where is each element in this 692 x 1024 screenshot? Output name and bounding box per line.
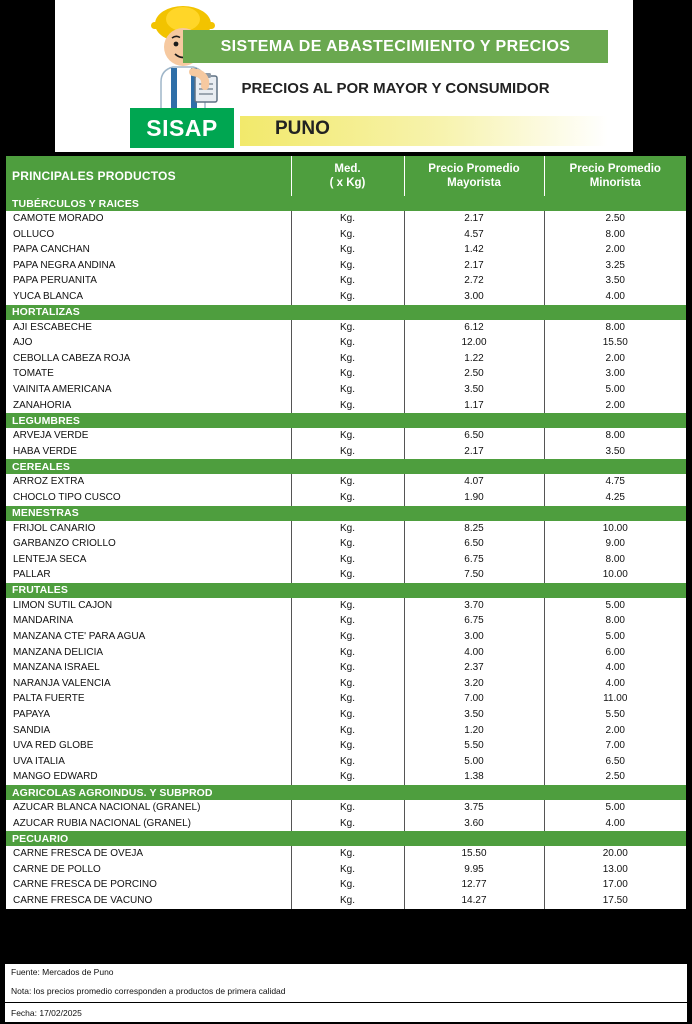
product-name-cell: VAINITA AMERICANA [6,382,291,398]
unit-cell: Kg. [291,676,404,692]
retail-price-cell: 20.00 [602,848,628,860]
retail-price-cell: 8.00 [605,430,625,442]
price-table-container [5,155,687,910]
column-header-unit-line1: Med. [334,162,361,175]
product-name-cell: CARNE FRESCA DE PORCINO [6,877,291,893]
retail-price-cell: 2.00 [605,399,625,411]
wholesale-price-cell: 2.50 [404,366,544,382]
table-row [6,754,686,770]
retail-price-cell: 10.00 [602,569,628,581]
footer-source: Fuente: Mercados de Puno [5,964,687,980]
product-name-cell: SANDIA [6,723,291,739]
product-name-cell: ARVEJA VERDE [6,428,291,444]
product-name-cell: PAPA CANCHAN [6,242,291,258]
table-row [6,273,686,289]
product-name-cell: PALLAR [6,567,291,583]
wholesale-price-cell: 6.75 [404,613,544,629]
unit-cell: Kg. [291,893,404,909]
table-row [6,521,686,537]
footer-date: Fecha: 17/02/2025 [5,1002,687,1022]
retail-price-cell: 3.00 [605,368,625,380]
table-row [6,552,686,568]
wholesale-price-cell: 15.50 [404,846,544,862]
wholesale-price-cell: 6.50 [404,428,544,444]
table-row [6,660,686,676]
table-group-row [6,506,686,521]
wholesale-price-cell: 1.90 [404,490,544,506]
retail-price-cell: 7.00 [605,740,625,752]
unit-cell: Kg. [291,660,404,676]
product-name-cell: CARNE DE POLLO [6,862,291,878]
wholesale-price-cell: 12.77 [404,877,544,893]
table-row [6,320,686,336]
wholesale-price-cell: 4.00 [404,645,544,661]
retail-price-cell: 10.00 [602,522,628,534]
retail-price-cell: 8.00 [605,615,625,627]
sisap-logo-text: SISAP [146,114,218,141]
table-group-label: PECUARIO [6,831,686,846]
wholesale-price-cell: 4.57 [404,227,544,243]
table-group-row [6,413,686,428]
table-group-row [6,785,686,800]
wholesale-price-cell: 3.75 [404,800,544,816]
table-row [6,645,686,661]
table-row [6,877,686,893]
product-name-cell: CHOCLO TIPO CUSCO [6,490,291,506]
product-name-cell: PAPAYA [6,707,291,723]
retail-price-cell: 4.75 [605,476,625,488]
column-header-wholesale [404,156,544,196]
unit-cell: Kg. [291,629,404,645]
unit-cell: Kg. [291,723,404,739]
table-row [6,242,686,258]
column-header-unit-line2: ( x Kg) [329,177,366,189]
wholesale-price-cell: 4.07 [404,474,544,490]
unit-cell: Kg. [291,691,404,707]
product-name-cell: AZUCAR BLANCA NACIONAL (GRANEL) [6,800,291,816]
table-row [6,846,686,862]
table-group-row [6,305,686,320]
table-row [6,289,686,305]
table-row [6,351,686,367]
table-row [6,567,686,583]
wholesale-price-cell: 3.60 [404,816,544,832]
retail-price-cell: 8.00 [605,321,625,333]
sisap-logo [130,108,234,148]
table-head [6,156,686,196]
column-header-wholesale-line1: Precio Promedio [428,162,520,175]
region-name: PUNO [275,118,330,139]
unit-cell: Kg. [291,877,404,893]
product-name-cell: AJO [6,335,291,351]
column-header-retail-line1: Precio Promedio [569,162,661,175]
banner-title [183,30,608,63]
wholesale-price-cell: 7.50 [404,567,544,583]
unit-cell: Kg. [291,521,404,537]
product-name-cell: LIMON SUTIL CAJON [6,598,291,614]
table-row [6,598,686,614]
table-row [6,490,686,506]
column-header-retail-line2: Minorista [589,177,641,189]
product-name-cell: AZUCAR RUBIA NACIONAL (GRANEL) [6,816,291,832]
product-name-cell: FRIJOL CANARIO [6,521,291,537]
product-name-cell: CARNE FRESCA DE OVEJA [6,846,291,862]
table-row [6,382,686,398]
unit-cell: Kg. [291,273,404,289]
unit-cell: Kg. [291,428,404,444]
wholesale-price-cell: 3.20 [404,676,544,692]
table-group-row [6,583,686,598]
column-header-wholesale-line2: Mayorista [447,177,501,189]
retail-price-cell: 5.00 [605,599,625,611]
unit-cell: Kg. [291,645,404,661]
table-row [6,613,686,629]
unit-cell: Kg. [291,490,404,506]
wholesale-price-cell: 2.17 [404,211,544,227]
retail-price-cell: 8.00 [605,553,625,565]
unit-cell: Kg. [291,227,404,243]
unit-cell: Kg. [291,444,404,460]
product-name-cell: YUCA BLANCA [6,289,291,305]
table-row [6,691,686,707]
wholesale-price-cell: 8.25 [404,521,544,537]
table-row [6,335,686,351]
unit-cell: Kg. [291,320,404,336]
unit-cell: Kg. [291,707,404,723]
retail-price-cell: 5.50 [605,709,625,721]
unit-cell: Kg. [291,613,404,629]
unit-cell: Kg. [291,754,404,770]
retail-price-cell: 17.50 [602,894,628,906]
product-name-cell: ARROZ EXTRA [6,474,291,490]
retail-price-cell: 11.00 [603,693,628,705]
retail-price-cell: 6.50 [605,755,625,767]
table-row [6,707,686,723]
product-name-cell: CAMOTE MORADO [6,211,291,227]
column-header-retail [544,156,686,196]
table-row [6,738,686,754]
retail-price-cell: 4.25 [605,491,625,503]
table-row [6,398,686,414]
wholesale-price-cell: 6.12 [404,320,544,336]
table-row [6,444,686,460]
unit-cell: Kg. [291,211,404,227]
wholesale-price-cell: 1.17 [404,398,544,414]
unit-cell: Kg. [291,862,404,878]
unit-cell: Kg. [291,242,404,258]
unit-cell: Kg. [291,351,404,367]
table-row [6,536,686,552]
product-name-cell: MANZANA CTE' PARA AGUA [6,629,291,645]
table-group-row [6,196,686,211]
wholesale-price-cell: 9.95 [404,862,544,878]
wholesale-price-cell: 14.27 [404,893,544,909]
product-name-cell: ZANAHORIA [6,398,291,414]
retail-price-cell: 5.00 [605,383,625,395]
table-row [6,862,686,878]
unit-cell: Kg. [291,536,404,552]
retail-price-cell: 2.00 [605,244,625,256]
table-row [6,211,686,227]
retail-price-cell: 9.00 [605,538,625,550]
wholesale-price-cell: 1.20 [404,723,544,739]
product-name-cell: TOMATE [6,366,291,382]
retail-price-cell: 3.25 [605,259,625,271]
product-name-cell: NARANJA VALENCIA [6,676,291,692]
price-table [6,156,686,909]
table-row [6,474,686,490]
table-header-row [6,156,686,196]
table-row [6,258,686,274]
wholesale-price-cell: 1.42 [404,242,544,258]
document-header [55,0,633,152]
table-group-row [6,831,686,846]
unit-cell: Kg. [291,769,404,785]
retail-price-cell: 3.50 [605,275,625,287]
table-group-label: FRUTALES [6,583,686,598]
unit-cell: Kg. [291,598,404,614]
wholesale-price-cell: 3.50 [404,382,544,398]
product-name-cell: LENTEJA SECA [6,552,291,568]
product-name-cell: MANZANA DELICIA [6,645,291,661]
unit-cell: Kg. [291,567,404,583]
table-body [6,196,686,909]
table-row [6,893,686,909]
retail-price-cell: 15.50 [602,337,628,349]
wholesale-price-cell: 6.50 [404,536,544,552]
wholesale-price-cell: 5.50 [404,738,544,754]
wholesale-price-cell: 2.37 [404,660,544,676]
product-name-cell: CEBOLLA CABEZA ROJA [6,351,291,367]
retail-price-cell: 2.00 [605,724,625,736]
table-row [6,428,686,444]
unit-cell: Kg. [291,474,404,490]
retail-price-cell: 3.50 [605,445,625,457]
product-name-cell: CARNE FRESCA DE VACUNO [6,893,291,909]
unit-cell: Kg. [291,800,404,816]
table-group-label: MENESTRAS [6,506,686,521]
table-row [6,629,686,645]
product-name-cell: GARBANZO CRIOLLO [6,536,291,552]
table-row [6,676,686,692]
unit-cell: Kg. [291,289,404,305]
unit-cell: Kg. [291,366,404,382]
retail-price-cell: 8.00 [605,228,625,240]
wholesale-price-cell: 1.38 [404,769,544,785]
footer-note: Nota: los precios promedio corresponden a productos de primera calidad [5,980,687,1002]
wholesale-price-cell: 3.00 [404,289,544,305]
retail-price-cell: 5.00 [605,631,625,643]
wholesale-price-cell: 3.50 [404,707,544,723]
table-row [6,227,686,243]
table-row [6,800,686,816]
product-name-cell: HABA VERDE [6,444,291,460]
retail-price-cell: 4.00 [605,662,625,674]
wholesale-price-cell: 12.00 [404,335,544,351]
document-subtitle: PRECIOS AL POR MAYOR Y CONSUMIDOR [241,80,550,97]
column-header-product: PRINCIPALES PRODUCTOS [6,156,291,196]
product-name-cell: AJI ESCABECHE [6,320,291,336]
unit-cell: Kg. [291,382,404,398]
retail-price-cell: 4.00 [605,817,625,829]
wholesale-price-cell: 2.17 [404,444,544,460]
product-name-cell: MANZANA ISRAEL [6,660,291,676]
column-header-unit [291,156,404,196]
product-name-cell: UVA RED GLOBE [6,738,291,754]
table-group-label: HORTALIZAS [6,305,686,320]
wholesale-price-cell: 3.00 [404,629,544,645]
wholesale-price-cell: 1.22 [404,351,544,367]
product-name-cell: OLLUCO [6,227,291,243]
table-row [6,769,686,785]
unit-cell: Kg. [291,335,404,351]
unit-cell: Kg. [291,816,404,832]
product-name-cell: MANDARINA [6,613,291,629]
retail-price-cell: 4.00 [605,290,625,302]
product-name-cell: MANGO EDWARD [6,769,291,785]
unit-cell: Kg. [291,398,404,414]
product-name-cell: PAPA PERUANITA [6,273,291,289]
table-group-label: AGRICOLAS AGROINDUS. Y SUBPROD [6,785,686,800]
product-name-cell: UVA ITALIA [6,754,291,770]
retail-price-cell: 17.00 [602,879,628,891]
banner-title-text: SISTEMA DE ABASTECIMIENTO Y PRECIOS [220,37,571,55]
product-name-cell: PAPA NEGRA ANDINA [6,258,291,274]
table-group-label: LEGUMBRES [6,413,686,428]
wholesale-price-cell: 3.70 [404,598,544,614]
retail-price-cell: 2.50 [605,771,625,783]
table-group-label: TUBÉRCULOS Y RAICES [6,196,686,211]
wholesale-price-cell: 2.72 [404,273,544,289]
wholesale-price-cell: 6.75 [404,552,544,568]
table-group-row [6,459,686,474]
retail-price-cell: 4.00 [605,677,625,689]
retail-price-cell: 2.00 [605,352,625,364]
retail-price-cell: 6.00 [605,646,625,658]
wholesale-price-cell: 5.00 [404,754,544,770]
retail-price-cell: 2.50 [605,213,625,224]
retail-price-cell: 13.00 [602,863,628,875]
table-row [6,816,686,832]
wholesale-price-cell: 2.17 [404,258,544,274]
retail-price-cell: 5.00 [605,802,625,813]
table-row [6,366,686,382]
unit-cell: Kg. [291,846,404,862]
unit-cell: Kg. [291,738,404,754]
product-name-cell: PALTA FUERTE [6,691,291,707]
table-row [6,723,686,739]
unit-cell: Kg. [291,552,404,568]
table-group-label: CEREALES [6,459,686,474]
unit-cell: Kg. [291,258,404,274]
wholesale-price-cell: 7.00 [404,691,544,707]
